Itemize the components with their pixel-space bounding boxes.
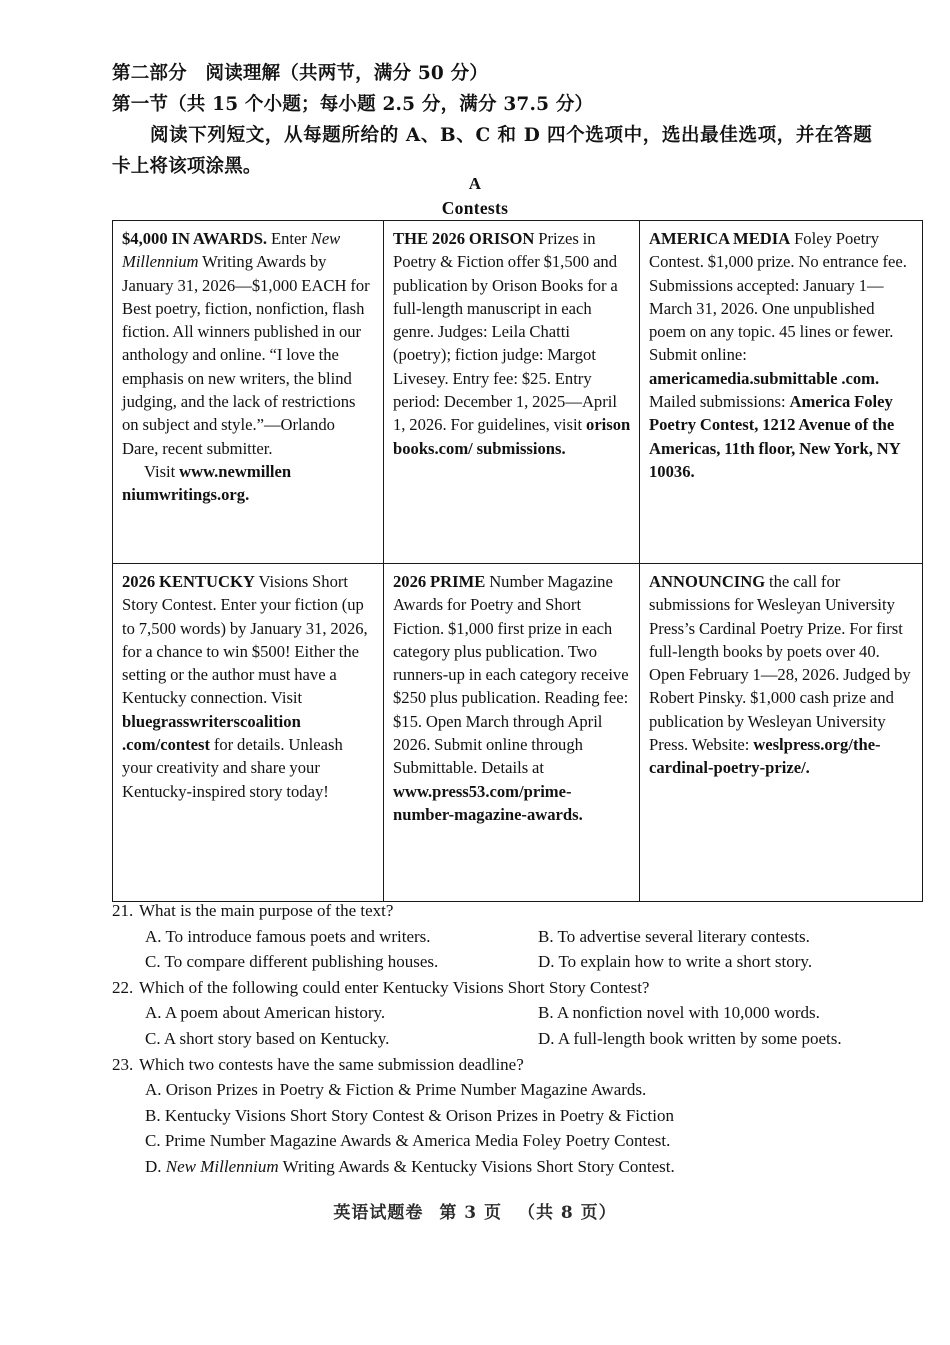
option-a[interactable]: A. To introduce famous poets and writers.	[145, 926, 431, 946]
contest-heading: ANNOUNCING	[649, 572, 766, 591]
page-footer	[0, 1198, 950, 1223]
question-text: Which of the following could enter Kentucky Visions Short Story Contest?	[139, 977, 650, 997]
footer-exam-label: 英语试题卷	[333, 1203, 424, 1223]
option-b[interactable]: B. A nonfiction novel with 10,000 words.	[538, 1003, 820, 1023]
question-options	[112, 1000, 902, 1026]
contest-visit-line	[122, 460, 375, 507]
contest-url: www.press53.com/prime-number-magazine-awards.	[393, 781, 583, 824]
option-c[interactable]: C. Prime Number Magazine Awards & America Media Foley Poetry Contest.	[145, 1131, 671, 1151]
contest-url: americamedia.submittable .com.	[649, 368, 880, 388]
contest-cell-kentucky	[113, 564, 384, 902]
instruction-text: 阅读下列短文，从每题所给的 A、B、C 和 D 四个选项中，选出最佳选项，并在答题卡上将该项涂黑。	[112, 125, 872, 177]
question-23	[112, 1052, 902, 1180]
question-number: 22.	[112, 977, 134, 997]
contest-cell-prime-number	[384, 564, 640, 902]
questions-list	[112, 898, 902, 1180]
contests-table	[112, 220, 923, 902]
question-stem	[112, 975, 902, 1001]
contest-body-mid: Mailed submissions:	[649, 392, 790, 412]
option-d-italic-title: New Millennium	[165, 1156, 279, 1176]
contest-url: www.newmillen niumwritings.org.	[122, 461, 292, 505]
question-21	[112, 898, 902, 975]
question-text: What is the main purpose of the text?	[139, 901, 394, 920]
visit-prefix: Visit	[144, 461, 180, 481]
contest-url: bluegrasswriterscoalition .com/contest	[122, 711, 301, 755]
option-d[interactable]: D. New Millennium Writing Awards & Kentucky Visions Short Story Contest.	[145, 1156, 675, 1176]
option-c[interactable]: C. A short story based on Kentucky.	[145, 1028, 390, 1048]
contest-url: weslpress.org/the-cardinal-poetry-prize/.	[649, 735, 881, 778]
option-c[interactable]: C. To compare different publishing houses.	[145, 952, 439, 972]
question-stem	[112, 898, 902, 924]
italic-title: New Millennium	[122, 229, 341, 272]
question-stem	[112, 1052, 902, 1078]
contest-heading: 2026 PRIME	[393, 572, 486, 591]
contest-cell-new-millennium	[113, 221, 384, 564]
question-options	[112, 1077, 902, 1179]
question-options	[112, 1026, 902, 1052]
section-heading: 第一节（共 15 个小题；每小题 2.5 分，满分 37.5 分）	[112, 94, 594, 115]
contest-body: Number Magazine Awards for Poetry and Short Fiction. $1,000 first prize in each category plus publication. Two runners-up in each category receive $250 plus publication. Reading fee: $15. Open March through April 2026. Submit online through Submittable. Details at	[393, 572, 629, 778]
option-d[interactable]: D. To explain how to write a short story.	[538, 952, 813, 972]
question-number: 21.	[112, 901, 134, 920]
contest-heading: $4,000 IN AWARDS.	[122, 229, 268, 248]
contest-cell-america-media	[640, 221, 923, 564]
contest-heading: THE 2026 ORISON	[393, 229, 535, 248]
question-22	[112, 975, 902, 1052]
contest-body: Prizes in Poetry & Fiction offer $1,500 and publication by Orison Books for a full-length manuscript in each genre. Judges: Leila Chatti (poetry); fiction judge: Margot Livesey. Entry fee: $25. Entry period: December 1, 2025—April 1, 2026. For guidelines, visit	[393, 229, 618, 435]
contest-body: Foley Poetry Contest. $1,000 prize. No entrance fee. Submissions accepted: January 1—March 31, 2026. One unpublished poem on any topic. 45 lines or fewer. Submit online:	[649, 229, 907, 365]
table-row	[113, 564, 923, 902]
option-a[interactable]: A. A poem about American history.	[145, 1003, 386, 1023]
contest-heading: 2026 KENTUCKY	[122, 572, 255, 591]
footer-page-number: 第 3 页	[439, 1203, 502, 1223]
option-b[interactable]: B. Kentucky Visions Short Story Contest & Orison Prizes in Poetry & Fiction	[145, 1105, 674, 1125]
footer-total-pages: （共 8 页）	[518, 1203, 617, 1223]
question-text: Which two contests have the same submission deadline?	[139, 1054, 524, 1074]
option-a[interactable]: A. Orison Prizes in Poetry & Fiction & Prime Number Magazine Awards.	[145, 1080, 647, 1100]
contest-cell-orison	[384, 221, 640, 564]
passage-subtitle: Contests	[441, 198, 509, 218]
option-d-rest: Writing Awards & Kentucky Visions Short Story Contest.	[282, 1156, 675, 1176]
contest-heading: AMERICA MEDIA	[649, 229, 791, 248]
contest-body-tail: for details. Unleash your creativity and share your Kentucky-inspired story today!	[122, 735, 343, 801]
question-options	[112, 924, 902, 950]
option-d[interactable]: D. A full-length book written by some poets.	[538, 1028, 842, 1048]
question-number: 23.	[112, 1054, 134, 1074]
contest-body: the call for submissions for Wesleyan University Press’s Cardinal Poetry Prize. For first full-length books by poets over 40. Open February 1—28, 2026. Judged by Robert Pinsky. $1,000 cash prize and publication by Wesleyan University Press. Website:	[649, 572, 911, 755]
contest-url: orison books.com/ submissions.	[393, 415, 631, 458]
option-b[interactable]: B. To advertise several literary contests.	[538, 926, 810, 946]
contest-body: Visions Short Story Contest. Enter your fiction (up to 7,500 words) by January 31, 2026, for a chance to win $500! Either the setting or the author must have a Kentucky connection. Visit	[122, 572, 368, 708]
exam-heading-block	[112, 58, 872, 182]
part-heading: 第二部分 阅读理解（共两节，满分 50 分）	[112, 63, 489, 84]
contest-body: Enter New Millennium Writing Awards by January 31, 2026—$1,000 EACH for Best poetry, fiction, nonfiction, flash fiction. All winners published in our anthology and online. “I love the emphasis on new writers, the blind judging, and the lack of restrictions on subject and style.”—Orlando Dare, recent submitter.	[122, 229, 370, 458]
question-options	[112, 949, 902, 975]
contest-mailing-address: America Foley Poetry Contest, 1212 Avenue of the Americas, 11th floor, New York, NY 10036.	[649, 392, 901, 481]
table-row	[113, 221, 923, 564]
passage-label-a: A	[468, 174, 482, 193]
contest-cell-wesleyan	[640, 564, 923, 902]
